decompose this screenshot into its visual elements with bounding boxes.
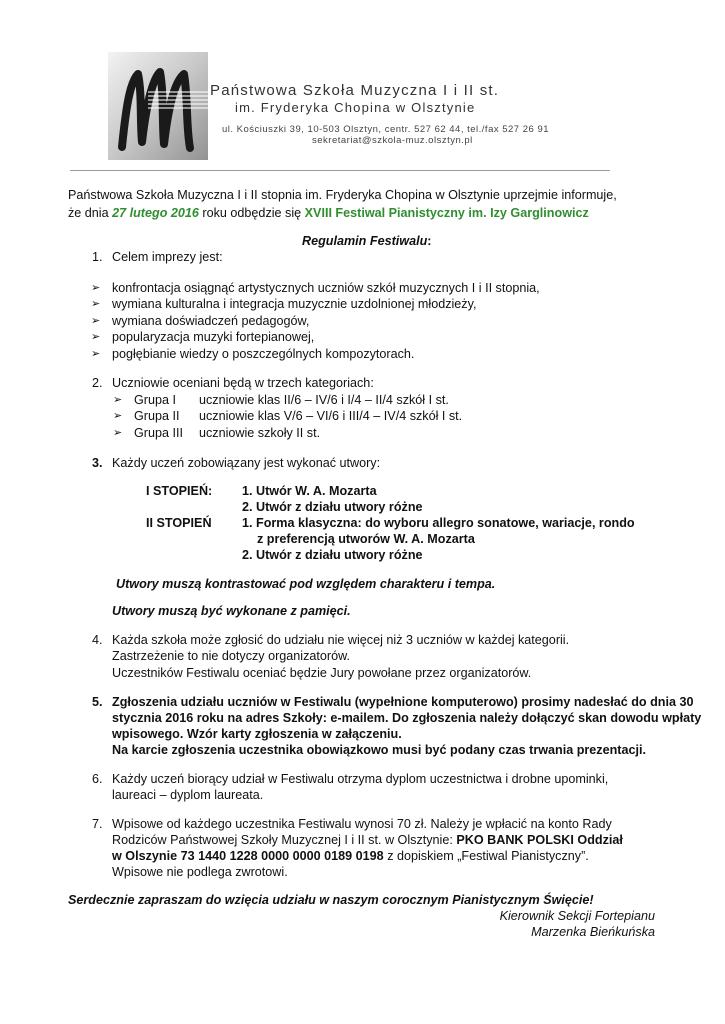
- school-email: sekretariat@szkola-muz.olsztyn.pl: [312, 135, 473, 146]
- section-3-number: 3.: [92, 456, 103, 470]
- bank-intro: Rodziców Państwowej Szkoły Muzycznej I i II st. w Olsztynie:: [112, 833, 457, 847]
- level-1-label: I STOPIEŃ:: [146, 484, 213, 498]
- section-7-line: Wpisowe od każdego uczestnika Festiwalu wynosi 70 zł. Należy je wpłacić na konto Rady: [112, 817, 612, 831]
- section-5-line: wpisowego. Wzór karty zgłoszenia w załączeniu.: [112, 727, 402, 741]
- section-6-number: 6.: [92, 772, 103, 786]
- group-description: uczniowie klas II/6 – IV/6 i I/4 – II/4 szkół I st.: [199, 393, 449, 407]
- group-description: uczniowie szkoły II st.: [199, 426, 321, 440]
- festival-name: XVIII Festiwal Pianistyczny im. Izy Garglinowicz: [304, 206, 589, 220]
- goal-item: wymiana doświadczeń pedagogów,: [112, 314, 310, 328]
- section-6-line: Każdy uczeń biorący udział w Festiwalu otrzyma dyplom uczestnictwa i drobne upominki,: [112, 772, 609, 786]
- level-2-label: II STOPIEŃ: [146, 516, 212, 530]
- section-4-line: Każda szkoła może zgłosić do udziału nie więcej niż 3 uczniów w każdej kategorii.: [112, 633, 570, 647]
- school-name: Państwowa Szkoła Muzyczna I i II st.: [210, 82, 500, 99]
- section-6-line: laureaci – dyplom laureata.: [112, 788, 264, 802]
- section-5-line: stycznia 2016 roku na adres Szkoły: e-mailem. Do zgłoszenia należy dołączyć skan dowodu wpłaty: [112, 711, 702, 725]
- section-5-number: 5.: [92, 695, 103, 709]
- arrowhead-bullet-icon: ➢: [113, 410, 123, 422]
- section-4-line: Uczestników Festiwalu oceniać będzie Jury powołane przez organizatorów.: [112, 666, 532, 680]
- goal-item: konfrontacja osiągnąć artystycznych uczniów szkół muzycznych I i II stopnia,: [112, 281, 540, 295]
- signature-name: Marzenka Bieńkuńska: [531, 925, 655, 939]
- section-1-number: 1.: [92, 250, 103, 264]
- arrowhead-bullet-icon: ➢: [113, 394, 123, 406]
- section-3-text: Każdy uczeń zobowiązany jest wykonać utwory:: [112, 456, 381, 470]
- section-1-text: Celem imprezy jest:: [112, 250, 223, 264]
- group-description: uczniowie klas V/6 – VI/6 i III/4 – IV/4 szkół I st.: [199, 409, 463, 423]
- arrowhead-bullet-icon: ➢: [113, 427, 123, 439]
- school-contact: ul. Kościuszki 39, 10-503 Olsztyn, centr. 527 62 44, tel./fax 527 26 91: [222, 124, 550, 135]
- intro-line-1: Państwowa Szkoła Muzyczna I i II stopnia im. Fryderyka Chopina w Olsztynie uprzejmie informuje,: [68, 188, 617, 202]
- arrowhead-bullet-icon: ➢: [91, 298, 101, 310]
- group-name: Grupa II: [134, 409, 180, 423]
- section-7-line: Wpisowe nie podlega zwrotowi.: [112, 865, 288, 879]
- bank-name: PKO BANK POLSKI Oddział: [456, 833, 623, 847]
- transfer-note: z dopiskiem „Festiwal Pianistyczny”.: [383, 849, 589, 863]
- arrowhead-bullet-icon: ➢: [91, 331, 101, 343]
- section-4-line: Zastrzeżenie to nie dotyczy organizatorów.: [112, 649, 351, 663]
- section-7-line: [112, 849, 589, 863]
- arrowhead-bullet-icon: ➢: [91, 282, 101, 294]
- goal-item: wymiana kulturalna i integracja muzycznie uzdolnionej młodzieży,: [112, 297, 477, 311]
- event-date: 27 lutego 2016: [112, 206, 199, 220]
- signature-role: Kierownik Sekcji Fortepianu: [499, 909, 655, 923]
- section-2-number: 2.: [92, 376, 103, 390]
- section-2-text: Uczniowie oceniani będą w trzech kategoriach:: [112, 376, 374, 390]
- intro-text-b: roku odbędzie się: [198, 206, 305, 220]
- level-2-piece-continued: z preferencją utworów W. A. Mozarta: [257, 532, 475, 546]
- section-7-number: 7.: [92, 817, 103, 831]
- arrowhead-bullet-icon: ➢: [91, 348, 101, 360]
- music-school-logo-icon: [108, 52, 208, 160]
- intro-text-a: że dnia: [68, 206, 113, 220]
- regulations-title: Regulamin Festiwalu:: [302, 234, 432, 248]
- group-name: Grupa III: [134, 426, 183, 440]
- group-name: Grupa I: [134, 393, 176, 407]
- section-4-number: 4.: [92, 633, 103, 647]
- level-2-piece: 1. Forma klasyczna: do wyboru allegro sonatowe, wariacje, rondo: [242, 516, 635, 530]
- memory-note: Utwory muszą być wykonane z pamięci.: [112, 604, 351, 618]
- arrowhead-bullet-icon: ➢: [91, 315, 101, 327]
- school-patron: im. Fryderyka Chopina w Olsztynie: [235, 100, 476, 115]
- level-1-piece: 1. Utwór W. A. Mozarta: [242, 484, 377, 498]
- goal-item: pogłębianie wiedzy o poszczególnych kompozytorach.: [112, 347, 415, 361]
- goal-item: popularyzacja muzyki fortepianowej,: [112, 330, 315, 344]
- closing-invitation: Serdecznie zapraszam do wzięcia udziału w naszym corocznym Pianistycznym Święcie!: [68, 893, 594, 907]
- contrast-note: Utwory muszą kontrastować pod względem charakteru i tempa.: [116, 577, 496, 591]
- bank-account-number: w Olszynie 73 1440 1228 0000 0000 0189 0198: [112, 849, 384, 863]
- header-divider: [70, 170, 610, 171]
- section-5-line: Na karcie zgłoszenia uczestnika obowiązkowo musi być podany czas trwania prezentacji.: [112, 743, 647, 757]
- level-1-piece: 2. Utwór z działu utwory różne: [242, 500, 423, 514]
- section-5-line: Zgłoszenia udziału uczniów w Festiwalu (wypełnione komputerowo) prosimy nadesłać do dnia 30: [112, 695, 694, 709]
- intro-line-2: [68, 206, 589, 220]
- section-7-line: [112, 833, 623, 847]
- level-2-piece: 2. Utwór z działu utwory różne: [242, 548, 423, 562]
